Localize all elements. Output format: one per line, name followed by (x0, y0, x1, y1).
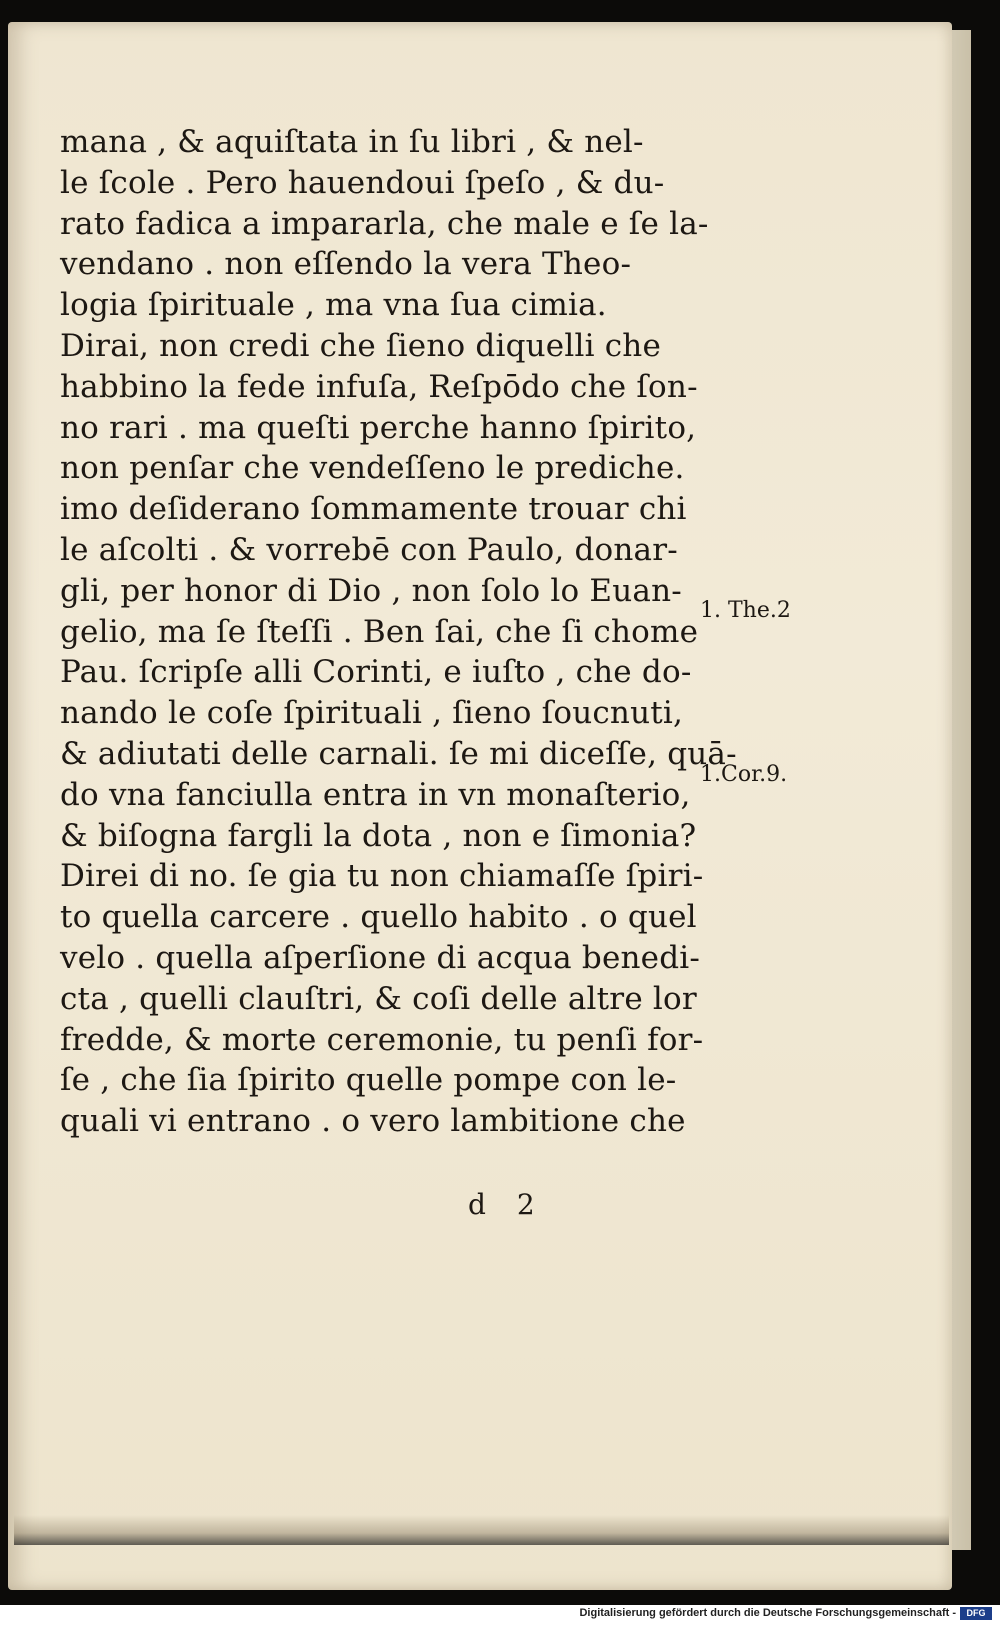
body-text (60, 122, 737, 1142)
margin-note-corinthians: 1.Cor.9. (700, 762, 788, 787)
text-line: & adiutati delle carnali. ſe mi diceſſe, quā- (60, 735, 737, 772)
text-line: rato fadica a impararla, che male e ſe la- (60, 205, 709, 242)
footer-credit: Digitalisierung gefördert durch die Deutsche Forschungsgemeinschaft - (579, 1607, 956, 1619)
text-line: cta , quelli clauſtri, & coſi delle altre lor (60, 980, 697, 1017)
text-line: Dirai, non credi che ſieno diquelli che (60, 327, 662, 364)
text-line: habbino la fede infuſa, Reſpōdo che ſon- (60, 368, 698, 405)
text-line: gli, per honor di Dio , non ſolo lo Euan- (60, 572, 682, 609)
text-line: velo . quella aſperſione di acqua benedi- (60, 939, 701, 976)
text-line: le ſcole . Pero hauendoui ſpeſo , & du- (60, 164, 665, 201)
text-line: logia ſpirituale , ma vna ſua cimia. (60, 287, 607, 324)
text-line: ſe , che ſia ſpirito quelle pompe con le- (60, 1062, 677, 1099)
text-line: & biſogna fargli la dota , non e ſimonia? (60, 817, 697, 854)
margin-note-thessalonians: 1. The.2 (700, 598, 791, 623)
text-line: non penſar che vendeſſeno le prediche. (60, 450, 685, 487)
text-line: do vna fanciulla entra in vn monaſterio, (60, 776, 691, 813)
text-line: vendano . non eſſendo la vera Theo- (60, 246, 632, 283)
text-line: mana , & aquiſtata in ſu libri , & nel- (60, 124, 644, 160)
dfg-logo: DFG (960, 1607, 992, 1620)
signature-mark: d 2 (468, 1188, 535, 1221)
text-line: Pau. ſcripſe alli Corinti, e iuſto , che do- (60, 654, 692, 691)
text-line: Direi di no. ſe gia tu non chiamaſſe ſpiri- (60, 858, 704, 895)
text-line: fredde, & morte ceremonie, tu penſi for- (60, 1021, 704, 1058)
text-line: no rari . ma queſti perche hanno ſpirito, (60, 409, 697, 446)
text-line: nando le coſe ſpirituali , ſieno ſoucnuti, (60, 695, 684, 732)
text-line: gelio, ma ſe ſteſſi . Ben ſai, che ſi chome (60, 613, 699, 650)
text-line: to quella carcere . quello habito . o quel (60, 899, 697, 936)
text-line: imo deſiderano ſommamente trouar chi (60, 491, 687, 528)
page-bottom-shadow (14, 1515, 949, 1545)
text-line: le aſcolti . & vorrebē con Paulo, donar- (60, 531, 678, 568)
text-line: quali vi entrano . o vero lambitione che (60, 1103, 686, 1140)
